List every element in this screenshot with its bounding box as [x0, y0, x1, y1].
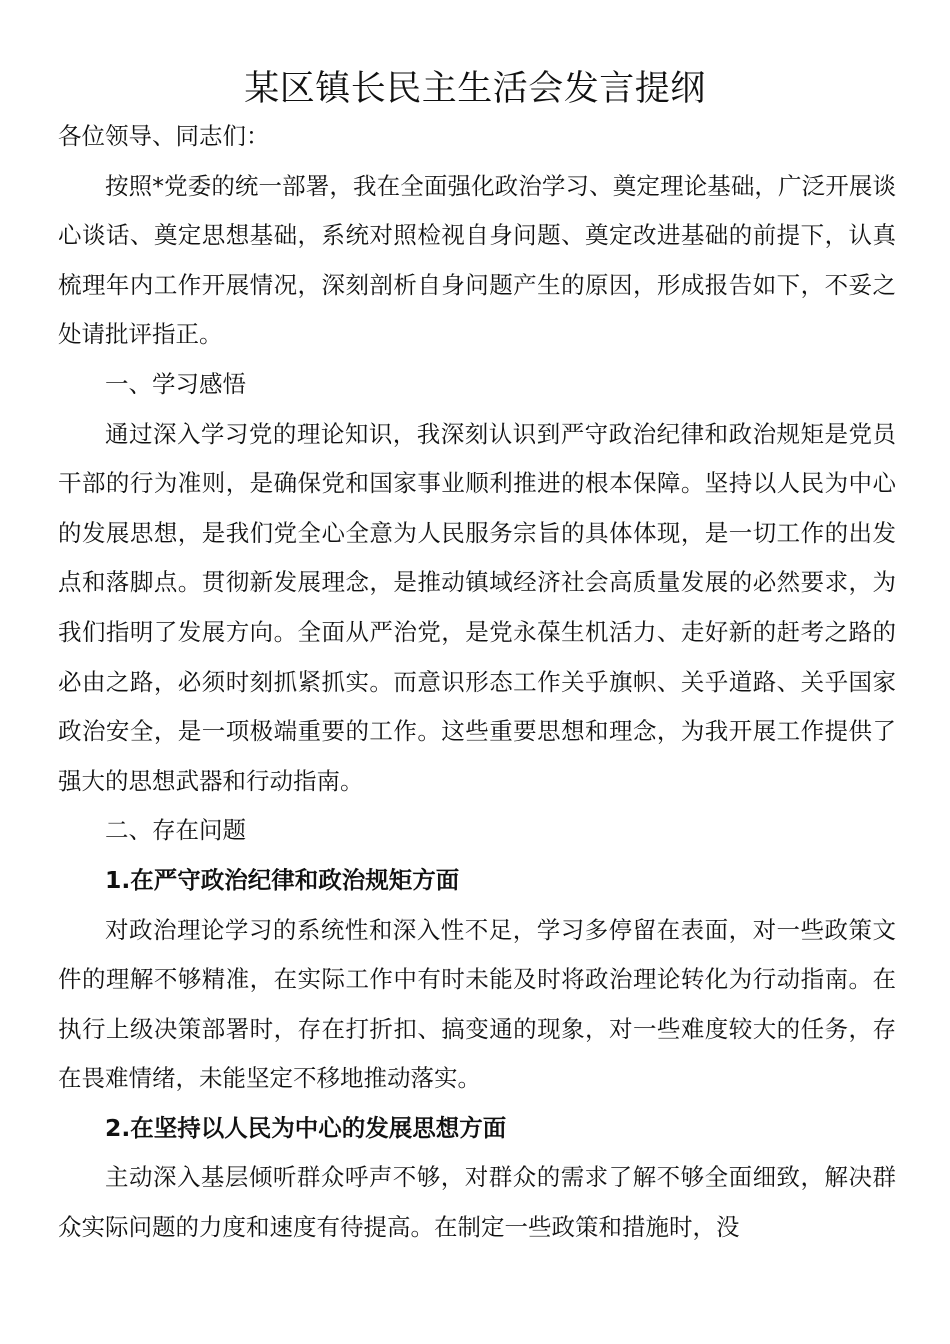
document-body [58, 112, 896, 1253]
salutation: 各位领导、同志们： [58, 122, 270, 150]
subheading-people-centered: 2.在坚持以人民为中心的发展思想方面 [105, 1113, 507, 1142]
document-title: 某区镇长民主生活会发言提纲 [244, 69, 706, 109]
section-heading-study: 一、学习感悟 [105, 369, 246, 398]
section-heading-problems: 二、存在问题 [105, 816, 246, 845]
discipline-paragraph: 对政治理论学习的系统性和深入性不足，学习多停留在表面，对一些政策文件的理解不够精准，在实际工作中有时未能及时将政治理论转化为行动指南。在执行上级决策部署时，存在打折扣、搞变通的现象，对一些难度较大的任务，存在畏难情绪，未能坚定不移地推动落实。 [58, 915, 896, 1093]
intro-paragraph: 按照*党委的统一部署，我在全面强化政治学习、奠定理论基础，广泛开展谈心谈话、奠定思想基础，系统对照检视自身问题、奠定改进基础的前提下，认真梳理年内工作开展情况，深刻剖析自身问题产生的原因，形成报告如下，不妥之处请批评指正。 [58, 171, 896, 349]
study-paragraph: 通过深入学习党的理论知识，我深刻认识到严守政治纪律和政治规矩是党员干部的行为准则，是确保党和国家事业顺利推进的根本保障。坚持以人民为中心的发展思想，是我们党全心全意为人民服务宗旨的具体体现，是一切工作的出发点和落脚点。贯彻新发展理念，是推动镇域经济社会高质量发展的必然要求，为我们指明了发展方向。全面从严治党，是党永葆生机活力、走好新的赶考之路的必由之路，必须时刻抓紧抓实。而意识形态工作关乎旗帜、关乎道路、关乎国家政治安全，是一项极端重要的工作。这些重要思想和理念，为我开展工作提供了强大的思想武器和行动指南。 [58, 419, 896, 795]
people-centered-paragraph: 主动深入基层倾听群众呼声不够，对群众的需求了解不够全面细致，解决群众实际问题的力度和速度有待提高。在制定一些政策和措施时，没 [58, 1163, 896, 1242]
subheading-discipline: 1.在严守政治纪律和政治规矩方面 [105, 865, 460, 894]
